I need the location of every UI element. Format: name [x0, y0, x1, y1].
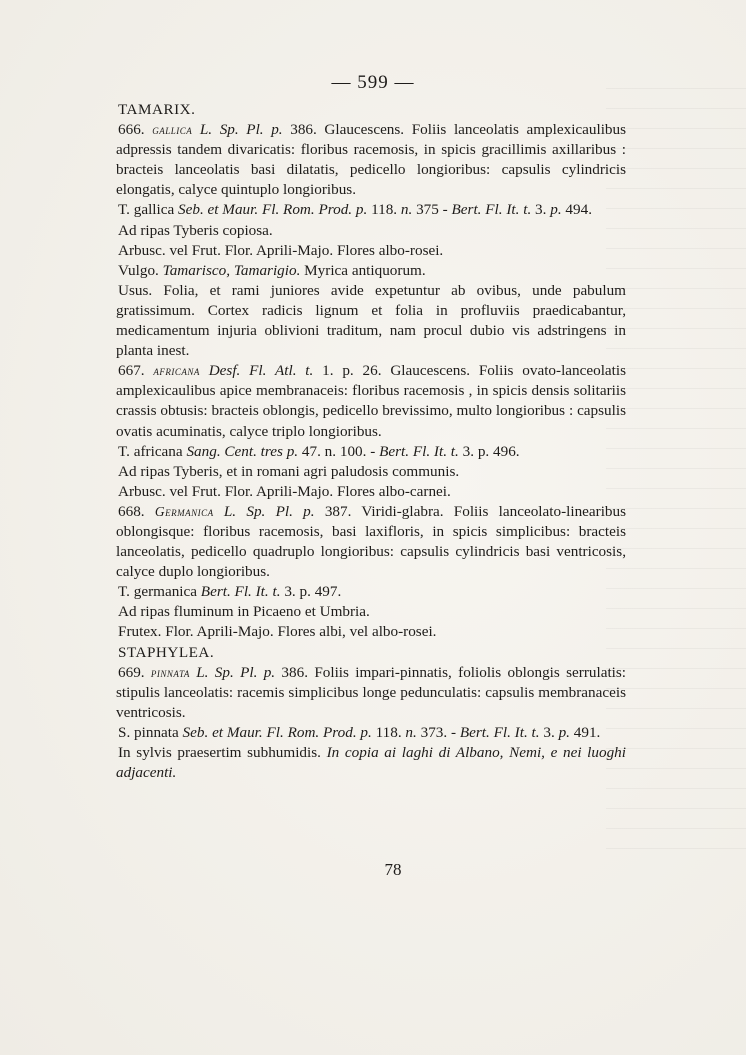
- entry-number: 668.: [118, 502, 145, 520]
- citation-source: Bert. Fl. It. t.: [200, 583, 281, 601]
- paragraph-text: Ad ripas fluminum in Picaeno et Umbria.: [118, 603, 370, 621]
- citation-page: 47. n. 100. -: [301, 442, 376, 460]
- genus-name: TAMARIX.: [118, 101, 196, 118]
- paragraph-text: Usus. Folia, et rami juniores avide expetuntur ab ovibus, unde pabulum gratissimum. Cortex radicis lignum et folia in profluviis praedicabantur, medicamentum injuria oblivioni traditum, nam procul dubio vis adstringens in planta inest.: [116, 281, 626, 360]
- genus-name: STAPHYLEA.: [118, 643, 215, 661]
- reference: L. Sp. Pl. p.: [199, 121, 283, 139]
- citation-p-label: p.: [558, 723, 570, 741]
- signature-number: 78: [384, 860, 402, 879]
- genus-heading: [116, 643, 626, 663]
- citation: [116, 723, 626, 743]
- citation-p-label: p.: [550, 201, 562, 219]
- species-entry: [116, 361, 626, 441]
- species-entry: [116, 120, 626, 200]
- citation-source: Seb. et Maur. Fl. Rom. Prod. p.: [182, 723, 372, 741]
- paragraph-text: Ad ripas Tyberis copiosa.: [118, 221, 273, 239]
- habitat-italic: In copia ai laghi di Albano, Nemi, e nei luoghi adjacenti.: [116, 744, 627, 782]
- vulgo-label: Vulgo.: [118, 261, 159, 279]
- text-paragraph: [116, 281, 626, 361]
- vernacular: Tamarisco, Tamarigio.: [162, 261, 301, 279]
- citation-p: 494.: [565, 201, 592, 219]
- citation-table: 3. p. 497.: [284, 583, 342, 601]
- citation-table: 3. p. 496.: [462, 442, 520, 460]
- citation: [116, 582, 626, 602]
- genus-heading: [116, 100, 626, 120]
- species-epithet: pinnata: [150, 664, 190, 680]
- paragraph-text: Arbusc. vel Frut. Flor. Aprili-Majo. Flores albo-rosei.: [118, 241, 444, 259]
- reference: L. Sp. Pl. p.: [196, 663, 276, 681]
- citation-species: T. germanica: [118, 583, 197, 601]
- citation-bert: Bert. Fl. It. t.: [459, 723, 540, 741]
- species-entry: [116, 663, 626, 723]
- citation-n: 375 -: [416, 201, 448, 219]
- entry-number: 669.: [118, 663, 145, 681]
- text-paragraph: [116, 622, 626, 642]
- citation-species: S. pinnata: [118, 723, 179, 741]
- vernacular-names: [116, 261, 626, 281]
- species-epithet: Germanica: [154, 503, 214, 519]
- citation: [116, 200, 626, 220]
- text-paragraph: [116, 462, 626, 482]
- reference: Desf. Fl. Atl. t.: [208, 362, 314, 380]
- citation: [116, 442, 626, 462]
- citation-page: 118.: [375, 723, 402, 741]
- citation-n-label: n.: [400, 201, 413, 219]
- species-epithet: africana: [153, 363, 200, 379]
- paragraph-text: Frutex. Flor. Aprili-Majo. Flores albi, vel albo-rosei.: [118, 623, 437, 641]
- description: 386. Foliis impari-pinnatis, foliolis oblongis serrulatis: stipulis lanceolatis: racemis simplicibus longe pedunculatis: capsulis membranaceis ventricosis.: [116, 663, 627, 721]
- synonym: Myrica antiquorum.: [304, 261, 426, 279]
- habitat-text: In sylvis praesertim subhumidis.: [118, 744, 321, 761]
- citation-p: 491.: [573, 723, 601, 741]
- citation-source: Seb. et Maur. Fl. Rom. Prod. p.: [178, 201, 368, 219]
- text-paragraph: [116, 482, 626, 502]
- citation-species: T. gallica: [118, 201, 175, 219]
- description: 1. p. 26. Glaucescens. Foliis ovato-lanceolatis amplexicaulibus apice membranaceis: floribus racemosis , in spicis densis solitariis crassis obtusis: bracteis oblongis, pedicello brevissimo, multo longioribus : capsulis ovatis acuminatis, calyce triplo longioribus.: [116, 362, 627, 440]
- paragraph-text: Arbusc. vel Frut. Flor. Aprili-Majo. Flores albo-carnei.: [118, 482, 451, 500]
- description: 386. Glaucescens. Foliis lanceolatis amplexicaulibus adpressis tandem divaricatis: floribus racemosis, in spicis gracillimis axillaribus : bracteis lanceolatis basi dilatatis, pedicello longioribus: capsulis cylindricis elongatis, calyce quintuplo longioribus.: [116, 121, 627, 199]
- citation-table: 3.: [543, 723, 555, 741]
- text-paragraph: [116, 602, 626, 622]
- citation-bert: Bert. Fl. It. t.: [379, 442, 459, 460]
- paragraph-text: Ad ripas Tyberis, et in romani agri paludosis communis.: [118, 462, 460, 480]
- citation-n: 373. -: [420, 723, 457, 741]
- citation-n-label: n.: [405, 723, 417, 741]
- species-entry: [116, 502, 626, 582]
- body-text: [116, 100, 626, 783]
- reference: L. Sp. Pl. p.: [223, 502, 315, 520]
- citation-table: 3.: [535, 201, 547, 219]
- text-paragraph: [116, 241, 626, 261]
- entry-number: 666.: [118, 121, 145, 139]
- species-epithet: gallica: [152, 122, 193, 138]
- page-number: — 599 —: [331, 72, 415, 93]
- text-paragraph: [116, 221, 626, 241]
- citation-species: T. africana: [118, 442, 183, 460]
- description: 387. Viridi-glabra. Foliis lanceolato-linearibus oblongisque: floribus racemosis, basi laxifloris, in spicis simplicibus: bracteis lanceolatis, pedicello quadruplo longioribus: capsulis cylindricis basi ventricosis, calyce duplo longioribus.: [116, 502, 627, 581]
- citation-source: Sang. Cent. tres p.: [186, 442, 299, 460]
- bleed-through: [606, 88, 746, 858]
- habitat: [116, 743, 626, 783]
- entry-number: 667.: [118, 362, 145, 380]
- citation-page: 118.: [371, 201, 398, 219]
- citation-bert: Bert. Fl. It. t.: [451, 201, 532, 219]
